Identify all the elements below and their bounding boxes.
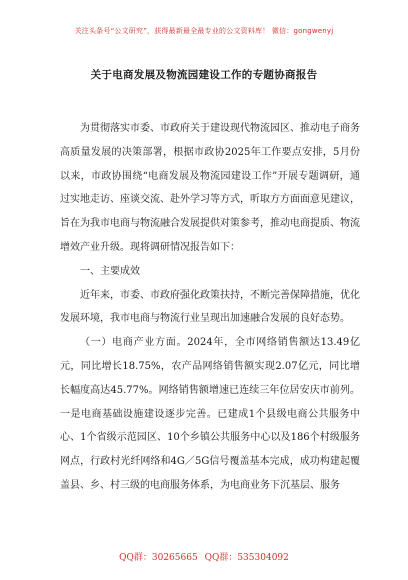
document-title: 关于电商发展及物流园建设工作的专题协商报告 (90, 69, 318, 81)
footer-qq-group-2: QQ群：535304092 (204, 553, 289, 563)
document-body (60, 117, 360, 498)
promo-banner: 关注头条号“公文研究”，获得最新最全最专业的公文资料库！ 微信：gongwenyj (74, 27, 334, 35)
footer-qq-group-1: QQ群：30265665 (119, 553, 198, 563)
section-heading: 一、主要成效 (80, 265, 140, 277)
body-paragraph: 近年来，市委、市政府强化政策扶持，不断完善保障措施，优化发展环境，我市电商与物流行业呈现出加速融合发展的良好态势。 (60, 289, 360, 325)
footer (0, 550, 408, 563)
intro-paragraph: 为贯彻落实市委、市政府关于建设现代物流园区、推动电子商务高质量发展的决策部署，根据市政协2025年工作要点安排，5月份以来，市政协围绕“电商发展及物流园建设工作”开展专题调研，通过实地走访、座谈交流、赴外学习等方式，听取方方面面意见建议，旨在为我市电商与物流融合发展提供对策参考，推动电商提质、物流增效产业升级。现将调研情况报告如下： (60, 123, 360, 253)
body-paragraph: （一）电商产业方面。2024年，全市网络销售额达13.49亿元，同比增长18.75%，农产品网络销售额实现2.07亿元，同比增长幅度高达45.77%。网络销售额增速已连续三年位居安庆市前列。一是电商基础设施建设逐步完善。已建成1个县级电商公共服务中心、1个省级示范园区、10个乡镇公共服务中心以及186个村级服务网点，行政村光纤网络和4G／5G信号覆盖基本完成，成功构建起覆盖县、乡、村三级的电商服务体系，为电商业务下沉基层、服务 (60, 337, 360, 491)
